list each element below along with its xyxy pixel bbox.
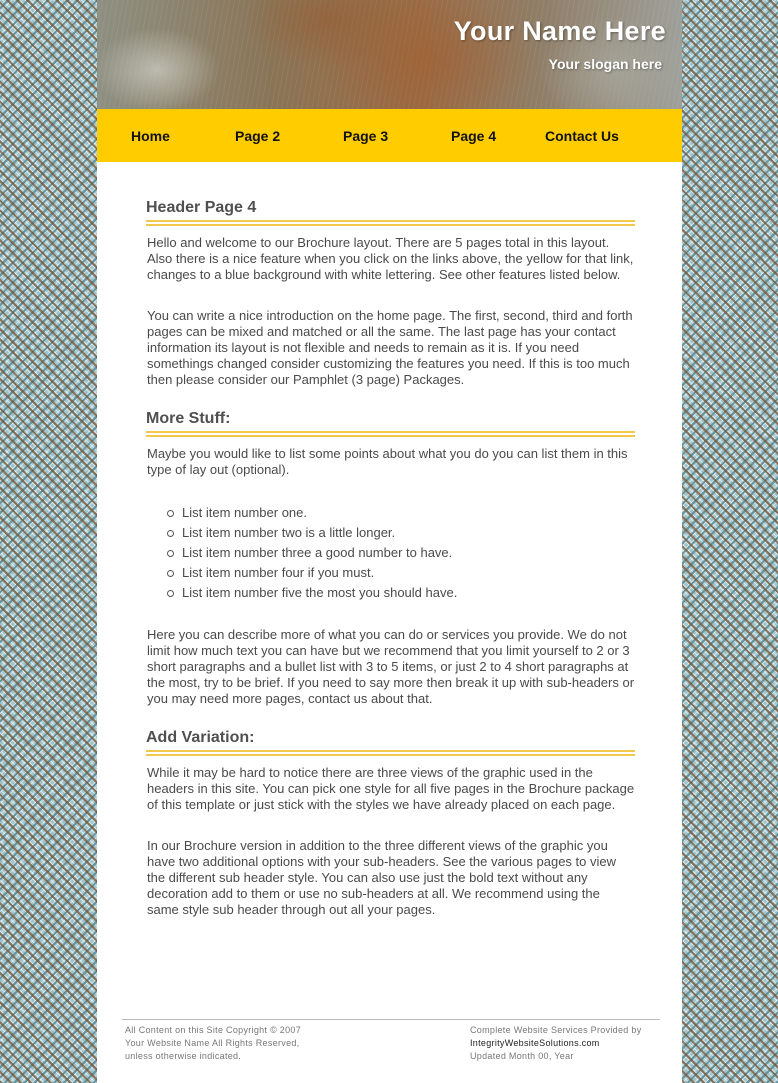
list-item: List item number five the most you should have. <box>182 583 635 603</box>
feature-list <box>146 503 635 603</box>
nav-page-3-link[interactable]: Page 3 <box>343 128 389 144</box>
nav-contact-us-link[interactable]: Contact Us <box>545 128 619 144</box>
section-paragraph: While it may be hard to notice there are three views of the graphic used in the headers in this site. You can pick one style for all five pages in the Brochure package of this template or just stick with the styles we have already placed on each page. <box>147 765 635 812</box>
section-paragraph: You can write a nice introduction on the home page. The first, second, third and forth pages can be mixed and matched or all the same. The last page has your contact information its layout is not flexible and needs to remain as it is. If you need somethings changed consider customizing the features you need. If this is too much then please consider our Pamphlet (3 page) Packages. <box>147 308 633 387</box>
section-paragraph: Here you can describe more of what you can do or services you provide. We do not limit how much text you can have but we recommend that you limit yourself to 2 or 3 short paragraphs and a bullet list with 3 to 5 items, or just 2 to 4 short paragraphs at the most, try to be brief. If you need to say more then break it up with sub-headers or you may need more pages, contact us about that. <box>147 627 635 706</box>
list-item: List item number two is a little longer. <box>182 523 635 543</box>
nav-page-4-link[interactable]: Page 4 <box>451 128 497 144</box>
footer-copyright-line: All Content on this Site Copyright © 2007 <box>125 1025 302 1035</box>
site-slogan: Your slogan here <box>548 56 662 72</box>
footer-copyright-line: unless otherwise indicated. <box>125 1051 242 1061</box>
main-content <box>146 198 635 918</box>
footer-divider <box>122 1019 660 1020</box>
section-heading-add-variation: Add Variation: <box>146 728 635 756</box>
list-item: List item number three a good number to have. <box>182 543 635 563</box>
footer-credit-line: Complete Website Services Provided by <box>470 1025 642 1035</box>
nav-page-2-link[interactable]: Page 2 <box>235 128 281 144</box>
footer-updated-line: Updated Month 00, Year <box>470 1051 574 1061</box>
section-heading-header-page-4: Header Page 4 <box>146 198 635 226</box>
nav-home-link[interactable]: Home <box>131 128 170 144</box>
list-item: List item number one. <box>182 503 635 523</box>
section-paragraph: Hello and welcome to our Brochure layout. There are 5 pages total in this layout. Also there is a nice feature when you click on the links above, the yellow for that link, changes to a blue background with white lettering. See other features listed below. <box>147 235 634 282</box>
site-header-banner <box>97 0 682 109</box>
section-heading-more-stuff: More Stuff: <box>146 409 635 437</box>
page-container <box>97 0 682 1083</box>
footer-credits <box>470 1024 642 1063</box>
footer-copyright <box>125 1024 301 1063</box>
footer-copyright-line: Your Website Name All Rights Reserved, <box>125 1038 300 1048</box>
main-navigation <box>97 109 682 162</box>
footer-provider-link[interactable]: IntegrityWebsiteSolutions.com <box>470 1038 600 1048</box>
site-title: Your Name Here <box>453 16 666 46</box>
section-paragraph: In our Brochure version in addition to the three different views of the graphic you have two additional options with your sub-headers. See the various pages to view the different sub header style. You can also use just the bold text without any decoration add to them or use no sub-headers at all. We recommend using the same style sub header through out all your pages. <box>147 838 617 917</box>
section-paragraph: Maybe you would like to list some points about what you do you can list them in this type of lay out (optional). <box>147 446 628 477</box>
list-item: List item number four if you must. <box>182 563 635 583</box>
